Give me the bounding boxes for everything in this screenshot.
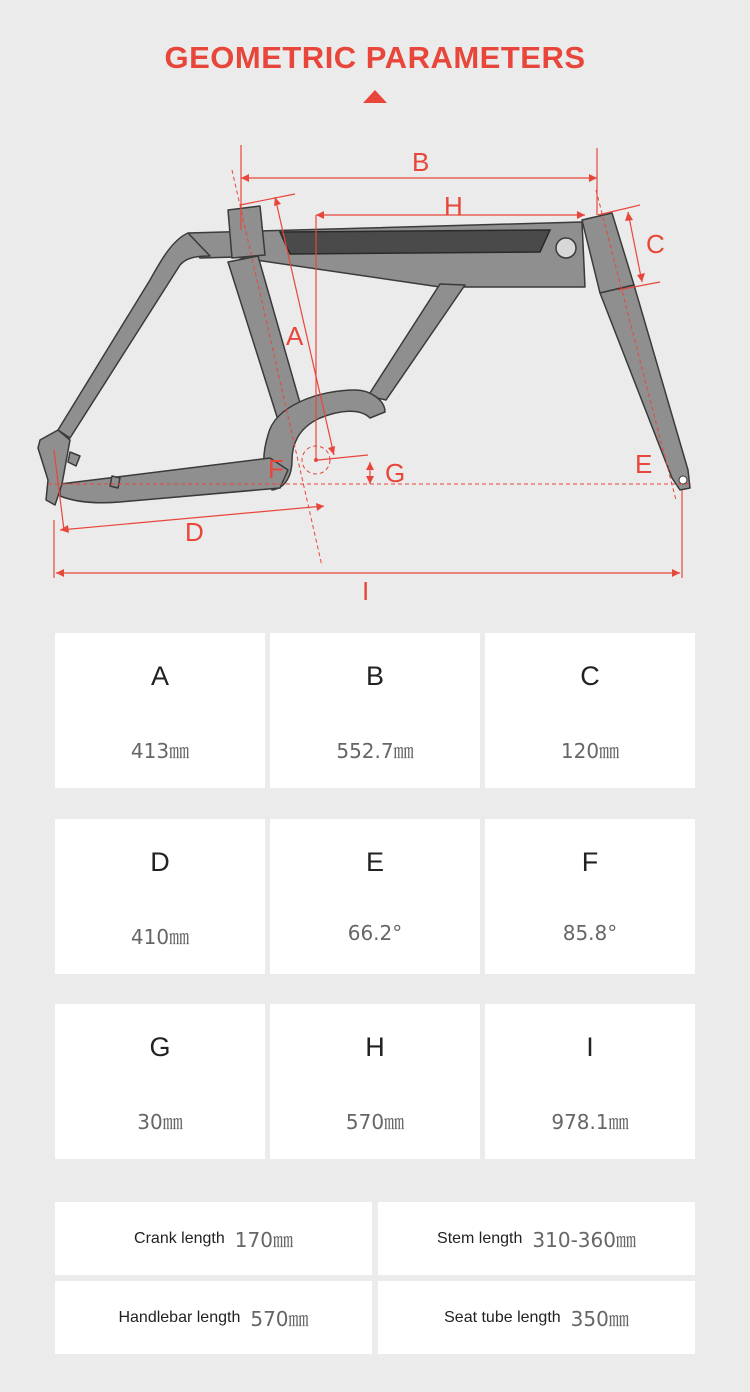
param-letter: B [365,661,384,691]
down-tube [368,284,465,400]
param-cell-f [485,819,695,974]
label-g: G [385,458,406,488]
param-cell-g [55,1004,265,1159]
param-value: 413㎜ [130,739,190,763]
param-cell-i [485,1004,695,1159]
spec-label: Stem length [437,1229,523,1247]
spec-handlebar-length [55,1281,372,1354]
params-row-2 [55,819,695,974]
param-value: 410㎜ [130,925,190,949]
params-row-1 [55,633,695,788]
param-letter: F [581,847,599,877]
param-cell-h [270,1004,480,1159]
label-h: H [444,191,463,221]
param-cell-c [485,633,695,788]
label-f: F [268,454,284,484]
spec-value: 350㎜ [570,1307,629,1331]
param-letter: I [586,1032,594,1062]
param-value: 552.7㎜ [336,739,414,763]
param-value: 570㎜ [345,1110,405,1134]
title-arrow-icon [363,90,387,103]
label-c: C [646,229,665,259]
param-value: 978.1㎜ [551,1110,629,1134]
params-row-3 [55,1004,695,1159]
spec-label: Seat tube length [444,1308,561,1326]
head-tube [582,213,634,293]
battery [280,230,550,254]
param-cell-a [55,633,265,788]
param-letter: H [365,1032,385,1062]
param-letter: G [149,1032,171,1062]
param-cell-e [270,819,480,974]
page-title: GEOMETRIC PARAMETERS [164,40,586,75]
frame-geometry-diagram [0,130,750,610]
param-value: 30㎜ [137,1110,183,1134]
param-value: 120㎜ [560,739,620,763]
extra-specs [55,1202,695,1354]
chain-stay [60,458,288,503]
spec-value: 570㎜ [250,1307,309,1331]
spec-value: 170㎜ [234,1228,293,1252]
seat-stay [58,233,210,438]
param-letter: E [365,847,384,877]
label-i: I [362,576,370,606]
label-d: D [185,517,204,547]
param-letter: A [150,661,169,691]
spec-label: Crank length [134,1229,225,1247]
spec-label: Handlebar length [118,1308,241,1326]
param-letter: C [580,661,600,691]
label-b: B [412,147,430,177]
param-letter: D [150,847,170,877]
param-cell-b [270,633,480,788]
param-value: 66.2° [347,921,403,945]
mount-hole [556,238,576,258]
spec-value: 310-360㎜ [532,1228,636,1252]
spec-stem-length [378,1202,695,1275]
spec-seat-tube-length [378,1281,695,1354]
param-value: 85.8° [562,921,618,945]
label-e: E [635,449,653,479]
param-cell-d [55,819,265,974]
spec-crank-length [55,1202,372,1275]
label-a: A [286,321,304,351]
